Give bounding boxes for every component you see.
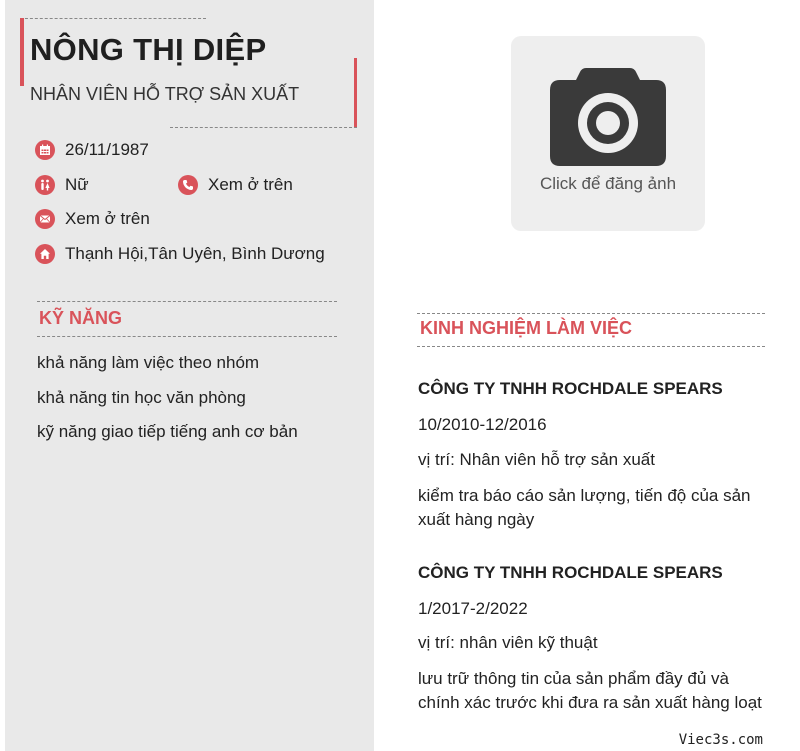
candidate-name: NÔNG THỊ DIỆP (30, 32, 267, 67)
divider (417, 346, 765, 347)
job-period: 1/2017-2/2022 (418, 599, 528, 618)
experience-heading: KINH NGHIỆM LÀM VIỆC (420, 318, 633, 338)
accent-bar (354, 58, 357, 128)
skill-item: khả năng làm việc theo nhóm (37, 353, 260, 372)
job-position: vị trí: nhân viên kỹ thuật (418, 633, 598, 652)
divider (37, 336, 337, 337)
address-row (35, 244, 325, 264)
photo-caption: Click để đăng ảnh (539, 174, 677, 193)
divider (170, 127, 357, 128)
job-position: vị trí: Nhân viên hỗ trợ sản xuất (418, 450, 655, 469)
phone-icon (178, 175, 198, 195)
address-value: Thạnh Hội,Tân Uyên, Bình Dương (65, 244, 325, 263)
gender-row (35, 175, 89, 195)
email-row (35, 209, 150, 229)
divider (37, 301, 337, 302)
skills-heading: KỸ NĂNG (39, 308, 123, 328)
skill-item: kỹ năng giao tiếp tiếng anh cơ bản (37, 422, 298, 441)
phone-row (178, 175, 293, 195)
divider (417, 313, 765, 314)
birthdate-row (35, 140, 149, 160)
job-period: 10/2010-12/2016 (418, 415, 547, 434)
header-block (20, 18, 357, 128)
calendar-icon (35, 140, 55, 160)
photo-upload-button[interactable] (511, 36, 705, 231)
home-icon (35, 244, 55, 264)
email-value: Xem ở trên (65, 209, 150, 228)
mail-icon (35, 209, 55, 229)
company-name: CÔNG TY TNHH ROCHDALE SPEARS (418, 379, 723, 398)
camera-icon (550, 66, 666, 166)
job-description: lưu trữ thông tin của sản phẩm đầy đủ và chính xác trước khi đưa ra sản xuất hàng loạt (418, 669, 762, 712)
phone-value: Xem ở trên (208, 175, 293, 194)
gender-icon (35, 175, 55, 195)
job-title: NHÂN VIÊN HỖ TRỢ SẢN XUẤT (30, 84, 300, 104)
accent-bar (20, 18, 24, 86)
watermark: Viec3s.com (678, 732, 763, 748)
gender-value: Nữ (65, 175, 89, 194)
divider (20, 18, 206, 19)
job-description: kiểm tra báo cáo sản lượng, tiến độ của sản xuất hàng ngày (418, 486, 751, 529)
skill-item: khả năng tin học văn phòng (37, 388, 246, 407)
birthdate-value: 26/11/1987 (65, 140, 149, 159)
company-name: CÔNG TY TNHH ROCHDALE SPEARS (418, 563, 723, 582)
